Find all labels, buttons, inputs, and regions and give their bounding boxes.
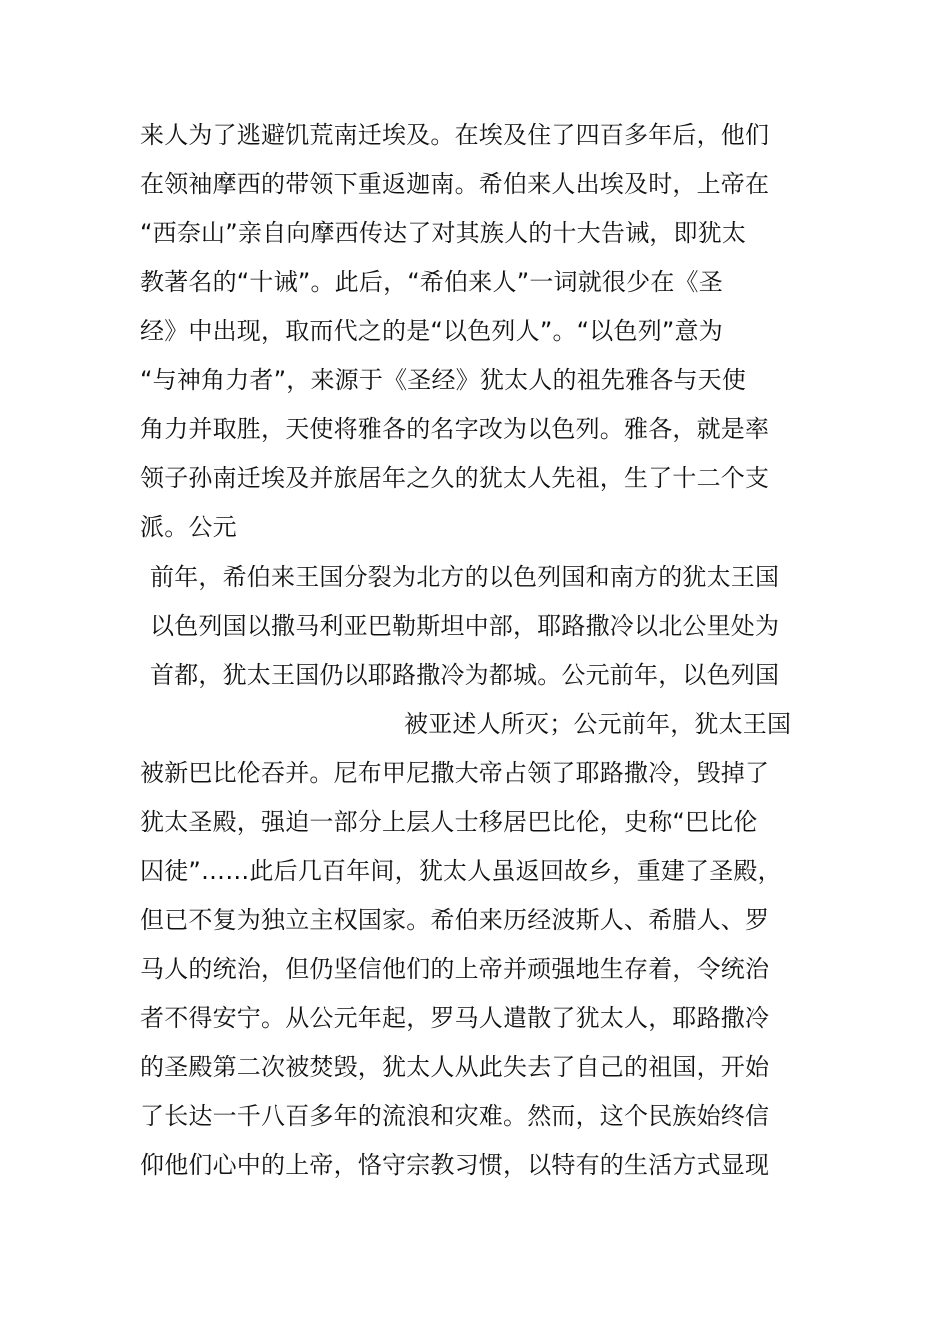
text-line-4: 教著名的“十诫”。此后，“希伯来人”一词就很少在《圣 — [140, 268, 723, 296]
text-line-2: 在领袖摩西的带领下重返迦南。希伯来人出埃及时，上帝在 — [140, 170, 770, 198]
text-line-19: 者不得安宁。从公元年起，罗马人遣散了犹太人，耶路撒冷 — [140, 1004, 770, 1032]
text-line-13: 被亚述人所灭；公元前年，犹太王国 — [404, 710, 792, 738]
text-line-20: 的圣殿第二次被焚毁，犹太人从此失去了自己的祖国，开始 — [140, 1053, 770, 1081]
text-line-16: 囚徒”……此后几百年间，犹太人虽返回故乡，重建了圣殿， — [140, 857, 782, 885]
text-line-8: 领子孙南迁埃及并旅居年之久的犹太人先祖，生了十二个支 — [140, 464, 770, 492]
text-line-18: 马人的统治，但仍坚信他们的上帝并顽强地生存着，令统治 — [140, 955, 770, 983]
text-line-5: 经》中出现，取而代之的是“以色列人”。“以色列”意为 — [140, 317, 723, 345]
text-line-9: 派。公元 — [140, 513, 237, 541]
text-line-17: 但已不复为独立主权国家。希伯来历经波斯人、希腊人、罗 — [140, 906, 770, 934]
text-line-6: “与神角力者”，来源于《圣经》犹太人的祖先雅各与天使 — [140, 366, 747, 394]
text-line-10: 前年，希伯来王国分裂为北方的以色列国和南方的犹太王国 — [150, 563, 780, 591]
text-line-15: 犹太圣殿，强迫一部分上层人士移居巴比伦，史称“巴比伦 — [140, 808, 758, 836]
text-line-21: 了长达一千八百多年的流浪和灾难。然而，这个民族始终信 — [140, 1102, 770, 1130]
text-line-7: 角力并取胜，天使将雅各的名字改为以色列。雅各，就是率 — [140, 415, 770, 443]
text-line-14: 被新巴比伦吞并。尼布甲尼撒大帝占领了耶路撒冷，毁掉了 — [140, 759, 770, 787]
text-line-22: 仰他们心中的上帝，恪守宗教习惯，以特有的生活方式显现 — [140, 1151, 770, 1179]
text-line-12: 首都，犹太王国仍以耶路撒冷为都城。公元前年，以色列国 — [150, 661, 780, 689]
text-line-3: “西奈山”亲自向摩西传达了对其族人的十大告诫，即犹太 — [140, 219, 747, 247]
text-line-1: 来人为了逃避饥荒南迁埃及。在埃及住了四百多年后，他们 — [140, 121, 770, 149]
text-line-11: 以色列国以撒马利亚巴勒斯坦中部，耶路撒冷以北公里处为 — [150, 612, 780, 640]
